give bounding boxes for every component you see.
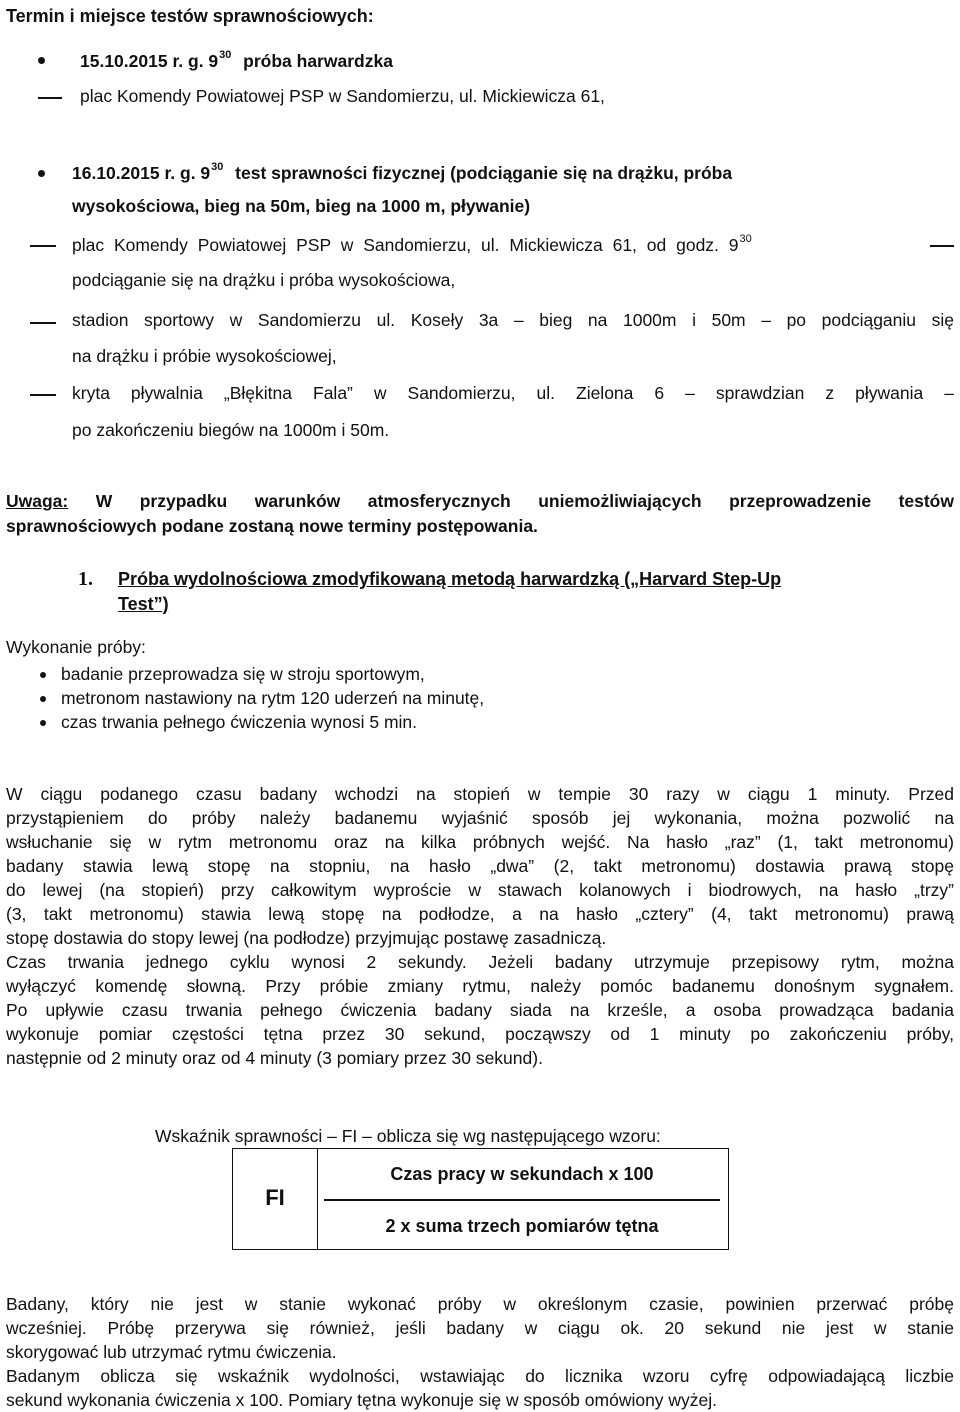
page-heading: Termin i miejsce testów sprawnościowych:	[6, 6, 374, 26]
place-2-line2: na drążku i próbie wysokościowej,	[72, 346, 337, 366]
place-1-line2: podciąganie się na drążku i próba wysokościowa,	[72, 270, 456, 290]
place-3-line2: po zakończeniu biegów na 1000m i 50m.	[72, 420, 390, 440]
paragraph-1-line: wsłuchanie się w rytm metronomu oraz na kilka próbnych wejść. Na hasło „raz” (1, takt metronomu)	[6, 832, 954, 852]
paragraph-1-line: Czas trwania jednego cyklu wynosi 2 sekundy. Jeżeli badany utrzymuje przepisowy rytm, można	[6, 952, 954, 972]
dash-marker	[38, 97, 62, 99]
schedule-item-2	[72, 161, 732, 184]
procedure-label: Wykonanie próby:	[6, 637, 146, 657]
bullet-dot	[38, 170, 45, 177]
schedule-item-2-date: 16.10.2015 r. g. 9	[72, 163, 211, 183]
schedule-item-1-date: 15.10.2015 r. g. 9	[80, 51, 219, 71]
paragraph-1-line: do lewej (na stopień) przy całkowitym wyproście w stawach kolanowych i biodrowych, na hasło „trzy”	[6, 880, 954, 900]
place-1-time-minutes: 30	[739, 233, 752, 245]
paragraph-2-line: skorygować lub utrzymać rytmu ćwiczenia.	[6, 1342, 337, 1362]
paragraph-2-line: wcześniej. Próbę przerywa się również, jeśli badany w ciągu ok. 20 sekund nie jest w stanie	[6, 1318, 954, 1338]
paragraph-1-line: (3, takt metronomu) stawia lewą stopę na podłodze, a na hasło „cztery” (4, takt metronomu) prawą	[6, 904, 954, 924]
place-1-text: plac Komendy Powiatowej PSP w Sandomierzu, ul. Mickiewicza 61, od godz. 9	[72, 235, 739, 255]
section-title-line1: Próba wydolnościowa zmodyfikowaną metodą harwardzką („Harvard Step-Up	[118, 569, 782, 589]
bullet-dot	[40, 696, 46, 702]
section-title-line2: Test”)	[118, 594, 169, 614]
dash-marker	[930, 245, 954, 247]
bullet-dot	[38, 57, 45, 64]
bullet-dot	[40, 672, 46, 678]
dash-marker	[30, 322, 56, 324]
paragraph-1-line: następnie od 2 minuty oraz od 4 minuty (3 pomiary przez 30 sekund).	[6, 1048, 543, 1068]
paragraph-1-line: wykonuje pomiar częstości tętna przez 30 sekund, począwszy od 1 minuty po zakończeniu próby,	[6, 1024, 954, 1044]
formula-denominator: 2 x suma trzech pomiarów tętna	[385, 1216, 659, 1236]
procedure-item: metronom nastawiony na rytm 120 uderzeń na minutę,	[61, 688, 485, 708]
schedule-item-1	[80, 49, 393, 72]
formula-fraction-cell	[316, 1148, 729, 1250]
formula-numerator: Czas pracy w sekundach x 100	[390, 1164, 654, 1184]
place-1-line1	[72, 233, 754, 256]
schedule-item-1-time-minutes: 30	[219, 49, 232, 61]
note-line2: sprawnościowych podane zostaną nowe terminy postępowania.	[6, 516, 538, 536]
section-number: 1.	[78, 568, 93, 590]
paragraph-1-line: W ciągu podanego czasu badany wchodzi na stopień w tempie 30 razy w ciągu 1 minuty. Przed	[6, 784, 954, 804]
schedule-item-2-line1: test sprawności fizycznej (podciąganie się na drążku, próba	[235, 163, 733, 183]
dash-marker	[30, 394, 56, 396]
dash-marker	[30, 245, 56, 247]
schedule-item-2-time-minutes: 30	[211, 161, 224, 173]
note-text: W przypadku warunków atmosferycznych uniemożliwiających przeprowadzenie testów	[68, 491, 954, 511]
procedure-item: czas trwania pełnego ćwiczenia wynosi 5 min.	[61, 712, 417, 732]
note-line1	[6, 491, 954, 512]
paragraph-1-line: przystąpieniem do próby należy badanemu wyjaśnić sposób jej wykonania, można pozwolić na	[6, 808, 954, 828]
bullet-dot	[40, 720, 46, 726]
schedule-item-1-place: plac Komendy Powiatowej PSP w Sandomierzu, ul. Mickiewicza 61,	[80, 86, 605, 106]
place-2-line1: stadion sportowy w Sandomierzu ul. Koseły 3a – bieg na 1000m i 50m – po podciąganiu się	[72, 310, 954, 330]
formula-intro: Wskaźnik sprawności – FI – oblicza się wg następującego wzoru:	[155, 1126, 661, 1146]
fraction-bar	[324, 1199, 720, 1201]
schedule-item-1-name: próba harwardzka	[243, 51, 393, 71]
formula-symbol: FI	[265, 1185, 285, 1210]
paragraph-1-line: stopę dostawia do stopy lewej (na podłodze) przyjmując postawę zasadniczą.	[6, 928, 607, 948]
schedule-item-2-line2: wysokościowa, bieg na 50m, bieg na 1000 m, pływanie)	[72, 196, 531, 216]
paragraph-1-line: wyłączyć komendę słowną. Przy próbie zmiany rytmu, należy pomóc badanemu donośnym sygnałem.	[6, 976, 954, 996]
procedure-item: badanie przeprowadza się w stroju sportowym,	[61, 664, 425, 684]
paragraph-2-line: Badany, który nie jest w stanie wykonać próby w określonym czasie, powinien przerwać próbę	[6, 1294, 954, 1314]
paragraph-1-line: badany stawia lewą stopę na stopniu, na hasło „dwa” (2, takt metronomu) dostawia prawą stopę	[6, 856, 954, 876]
formula-symbol-cell	[232, 1148, 318, 1250]
paragraph-1-line: Po upływie czasu trwania pełnego ćwiczenia badany siada na krześle, a osoba prowadząca badania	[6, 1000, 954, 1020]
place-3-line1: kryta pływalnia „Błękitna Fala” w Sandomierzu, ul. Zielona 6 – sprawdzian z pływania –	[72, 383, 954, 403]
paragraph-2-line: Badanym oblicza się wskaźnik wydolności, wstawiając do licznika wzoru cyfrę odpowiadającą liczbie	[6, 1366, 954, 1386]
paragraph-2-line: sekund wykonania ćwiczenia x 100. Pomiary tętna wykonuje się w sposób omówiony wyżej.	[6, 1390, 718, 1410]
note-label: Uwaga:	[6, 491, 69, 511]
